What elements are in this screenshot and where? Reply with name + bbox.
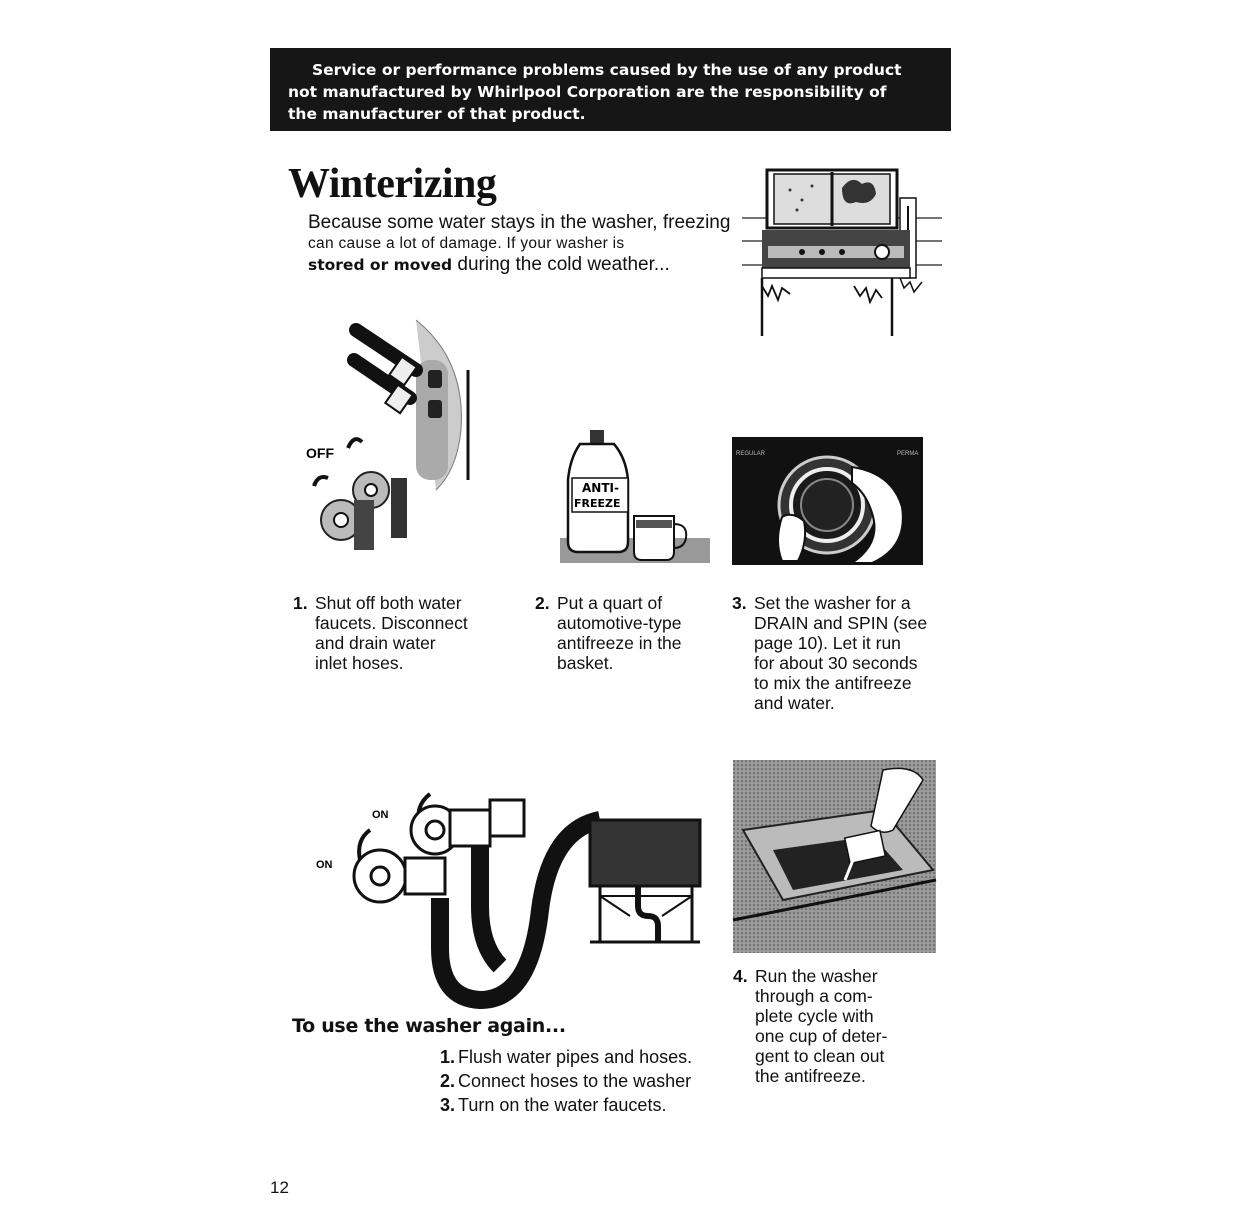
intro-bold-phrase: stored or moved [308, 256, 453, 274]
use-again-item [440, 1093, 740, 1117]
dial-label-left: REGULAR [736, 451, 766, 457]
step-3-number: 3. [732, 593, 747, 613]
step-4-line: plete cycle with [755, 1006, 874, 1026]
step-2-line: Put a quart of [557, 593, 663, 613]
page-title: Winterizing [288, 161, 497, 207]
service-notice-banner [270, 48, 951, 131]
step-3-line: and water. [754, 693, 835, 713]
antifreeze-label-1: ANTI- [582, 481, 619, 495]
use-again-item-text: Connect hoses to the washer [458, 1071, 692, 1091]
intro-line-1: Because some water stays in the washer, freezing [308, 212, 731, 233]
antifreeze-label-2: FREEZE [574, 497, 621, 510]
step-1-line: faucets. Disconnect [315, 613, 468, 633]
notice-line-1: Service or performance problems caused by the use of any product [312, 61, 902, 79]
use-again-item-number: 3. [440, 1095, 456, 1115]
washer-dial-illustration [732, 437, 923, 565]
step-4-line: the antifreeze. [755, 1066, 866, 1086]
dial-label-right: PERMA [897, 451, 919, 457]
notice-line-3: the manufacturer of that product. [288, 105, 586, 123]
step-3-line: to mix the antifreeze [754, 673, 912, 693]
step-4-number: 4. [733, 966, 748, 986]
faucets-off-illustration [296, 300, 476, 560]
intro-line-2: can cause a lot of damage. If your washer is [308, 235, 625, 252]
antifreeze-illustration [560, 428, 710, 568]
faucet-on-label-1: ON [372, 809, 389, 821]
step-2-line: basket. [557, 653, 614, 673]
faucets-on-illustration [300, 768, 710, 1013]
use-again-heading: To use the washer again... [292, 1015, 566, 1037]
step-4-line: Run the washer [755, 966, 878, 986]
use-again-list [440, 1045, 740, 1117]
step-1-number: 1. [293, 593, 308, 613]
step-4-line: gent to clean out [755, 1046, 885, 1066]
notice-line-2: not manufactured by Whirlpool Corporation are the responsibility of [288, 83, 887, 101]
page-number: 12 [270, 1178, 289, 1197]
step-2-number: 2. [535, 593, 550, 613]
use-again-item-number: 1. [440, 1047, 456, 1067]
intro-line-3-rest: during the cold weather... [452, 254, 670, 275]
step-4 [733, 966, 953, 1086]
intro-paragraph [308, 212, 748, 276]
use-again-item [440, 1069, 740, 1093]
step-1-line: and drain water [315, 633, 436, 653]
use-again-item-text: Turn on the water faucets. [458, 1095, 667, 1115]
step-1 [293, 593, 513, 673]
step-3-line: for about 30 seconds [754, 653, 918, 673]
step-1-line: inlet hoses. [315, 653, 404, 673]
step-1-line: Shut off both water [315, 593, 462, 613]
use-again-item [440, 1045, 740, 1069]
detergent-pour-illustration [733, 760, 936, 953]
step-3 [732, 593, 962, 713]
faucet-on-label-2: ON [316, 859, 333, 871]
frozen-washer-illustration [742, 168, 942, 336]
step-3-line: page 10). Let it run [754, 633, 901, 653]
use-again-item-text: Flush water pipes and hoses. [458, 1047, 693, 1067]
faucets-off-label: OFF [306, 445, 334, 461]
step-4-line: one cup of deter- [755, 1026, 888, 1046]
step-2-line: automotive-type [557, 613, 682, 633]
step-3-line: Set the washer for a [754, 593, 911, 613]
use-again-item-number: 2. [440, 1071, 456, 1091]
step-4-line: through a com- [755, 986, 873, 1006]
step-3-line: DRAIN and SPIN (see [754, 613, 928, 633]
step-2 [535, 593, 735, 673]
step-2-line: antifreeze in the [557, 633, 682, 653]
